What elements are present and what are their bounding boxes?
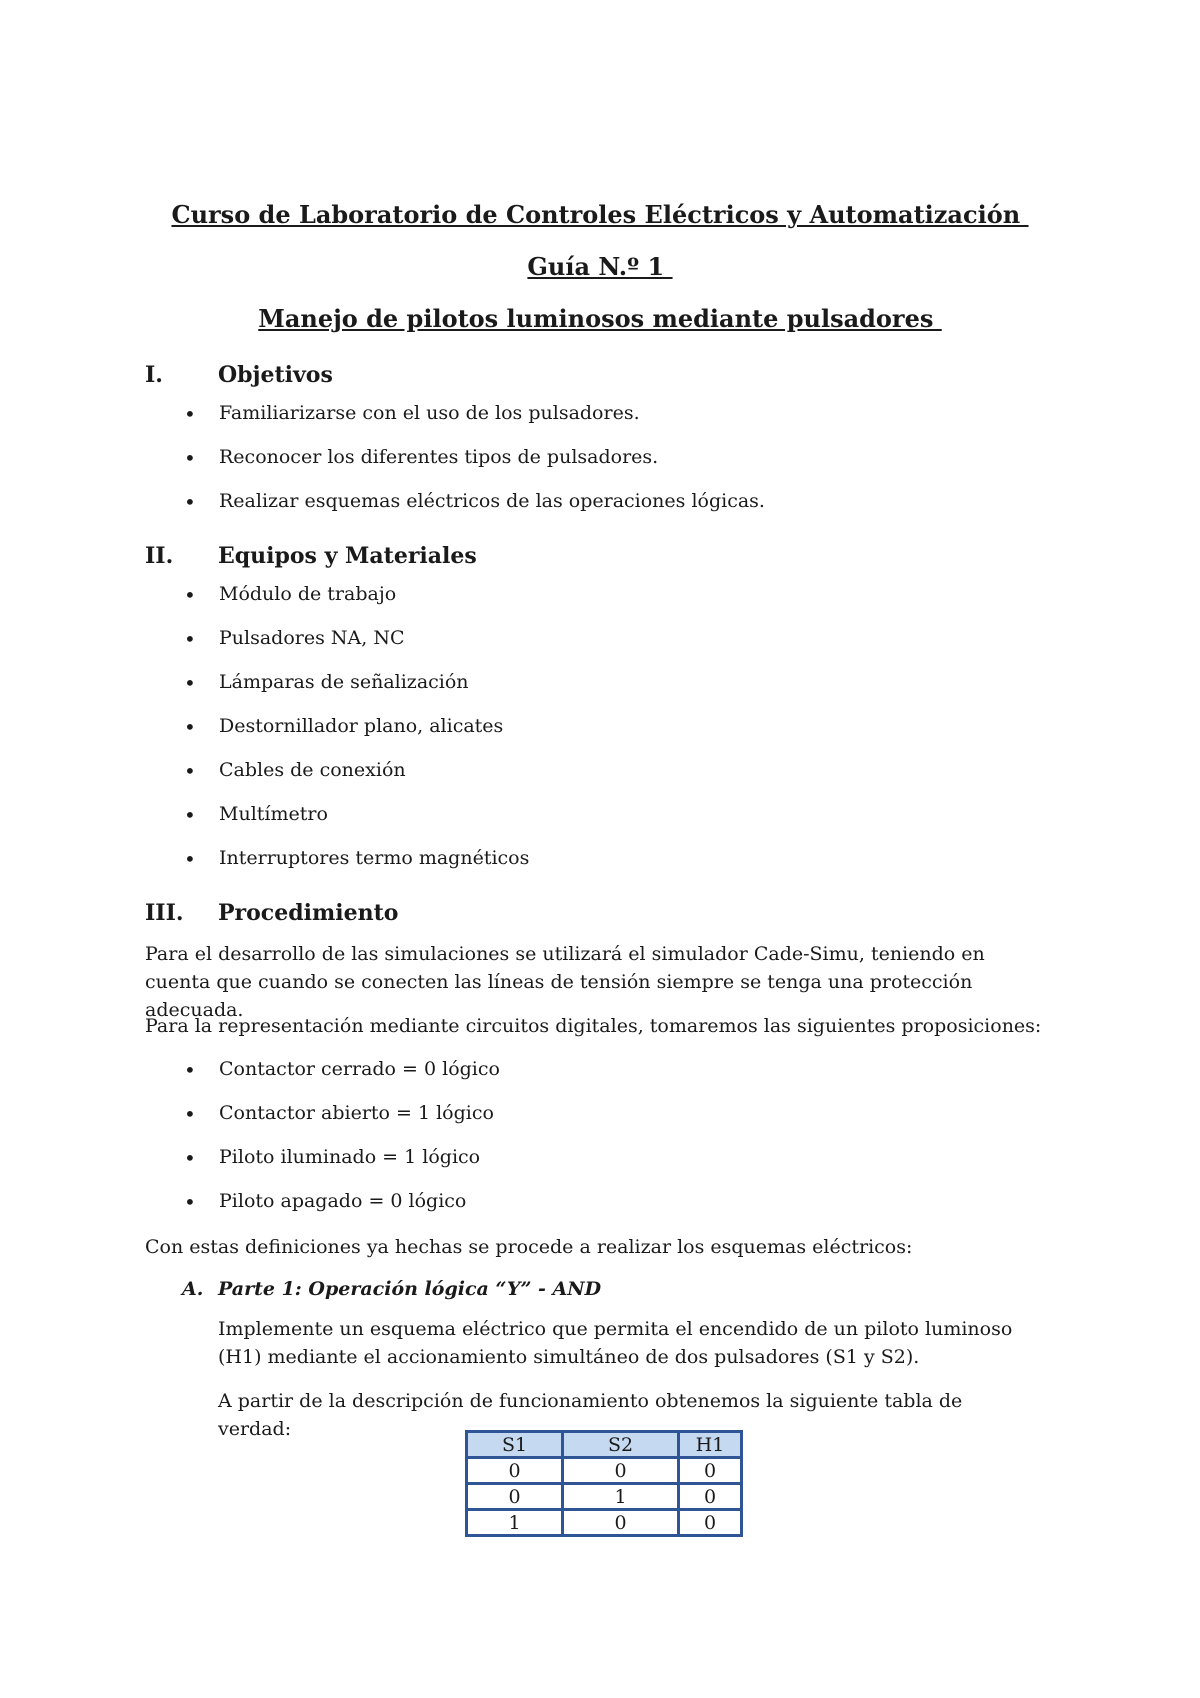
bullet-icon: • <box>184 583 196 607</box>
table-cell: 0 <box>679 1484 742 1510</box>
table-cell: 0 <box>679 1510 742 1536</box>
guide-number: Guía N.º 1 <box>527 252 673 281</box>
truth-table <box>465 1430 743 1537</box>
section-number: I. <box>145 362 163 388</box>
bullet-icon: • <box>184 671 196 695</box>
table-row <box>467 1458 742 1484</box>
section-number: II. <box>145 543 174 569</box>
part-label: A. <box>182 1278 204 1300</box>
table-cell: 1 <box>563 1484 679 1510</box>
procedure-intro: Para el desarrollo de las simulaciones se utilizará el simulador Cade-Simu, teniendo en cuenta que cuando se conecten las líneas de tensión siempre se tenga una protección adecuada. <box>145 943 985 1021</box>
table-header-cell: H1 <box>679 1432 742 1458</box>
bullet-icon: • <box>184 715 196 739</box>
part-title: Parte 1: Operación lógica “Y” - AND <box>218 1278 602 1300</box>
table-cell: 0 <box>467 1484 563 1510</box>
bullet-icon: • <box>184 1102 196 1126</box>
bullet-icon: • <box>184 1058 196 1082</box>
bullet-icon: • <box>184 803 196 827</box>
bullet-icon: • <box>184 627 196 651</box>
table-header-cell: S1 <box>467 1432 563 1458</box>
section-title: Objetivos <box>218 362 333 388</box>
bullet-icon: • <box>184 490 196 514</box>
bullet-icon: • <box>184 1146 196 1170</box>
bullet-icon: • <box>184 847 196 871</box>
document-page: Curso de Laboratorio de Controles Eléctricos y Automatización Guía N.º 1 Manejo de pilotos luminosos mediante pulsadores I. Objetivos • Familiarizarse con el uso de los pulsadores. • Reconocer los diferentes tipos de pulsadores. • Realizar esquemas eléctricos de las operaciones lógicas. II. Equipos y Materiales • Módulo de trabajo • Pulsadores NA, NC • Lámparas de señalización • Destornillador plano, alicates • Cables de conexión • Multímetro • Interruptores termo magnéticos III. Procedimiento Para el desarrollo de las simulaciones se utilizará el simulador Cade-Simu, teniendo en cuenta que cuando se conecten las líneas de tensión siempre se tenga una protección adecuada. Para la representación mediante circuitos digitales, tomaremos las siguientes proposiciones: • Contactor cerrado = 0 lógico • Contactor abierto = 1 lógico • Piloto iluminado = 1 lógico • Piloto apagado = 0 lógico Con estas definiciones ya hechas se procede a realizar los esquemas eléctricos: A. Parte 1: Operación lógica “Y” - AND Implemente un esquema eléctrico que permita el encendido de un piloto luminoso (H1) mediante el accionamiento simultáneo de dos pulsadores (S1 y S2). A partir de la descripción de funcionamiento obtenemos la siguiente tabla de verdad: S1 S2 H1 0 0 0 0 1 0 1 0 0 <box>0 0 1200 1698</box>
table-header-row <box>467 1432 742 1458</box>
bullet-icon: • <box>184 1190 196 1214</box>
part-a-description: Implemente un esquema eléctrico que permita el encendido de un piloto luminoso (H1) mediante el accionamiento simultáneo de dos pulsadores (S1 y S2). <box>218 1318 1013 1368</box>
table-row <box>467 1484 742 1510</box>
bullet-icon: • <box>184 402 196 426</box>
procedure-representation: Para la representación mediante circuitos digitales, tomaremos las siguientes proposiciones: <box>145 1015 1042 1037</box>
course-title: Curso de Laboratorio de Controles Eléctricos y Automatización <box>171 200 1029 229</box>
table-cell: 1 <box>467 1510 563 1536</box>
table-cell: 0 <box>563 1458 679 1484</box>
guide-topic: Manejo de pilotos luminosos mediante pulsadores <box>258 304 942 333</box>
bullet-icon: • <box>184 759 196 783</box>
table-cell: 0 <box>679 1458 742 1484</box>
bullet-icon: • <box>184 446 196 470</box>
section-title: Equipos y Materiales <box>218 543 477 569</box>
procedure-closing: Con estas definiciones ya hechas se procede a realizar los esquemas eléctricos: <box>145 1236 913 1258</box>
truth-table-intro: A partir de la descripción de funcionamiento obtenemos la siguiente tabla de verdad: <box>218 1390 963 1440</box>
section-title: Procedimiento <box>218 900 399 926</box>
table-cell: 0 <box>563 1510 679 1536</box>
table-cell: 0 <box>467 1458 563 1484</box>
table-row <box>467 1510 742 1536</box>
table-header-cell: S2 <box>563 1432 679 1458</box>
section-number: III. <box>145 900 184 926</box>
